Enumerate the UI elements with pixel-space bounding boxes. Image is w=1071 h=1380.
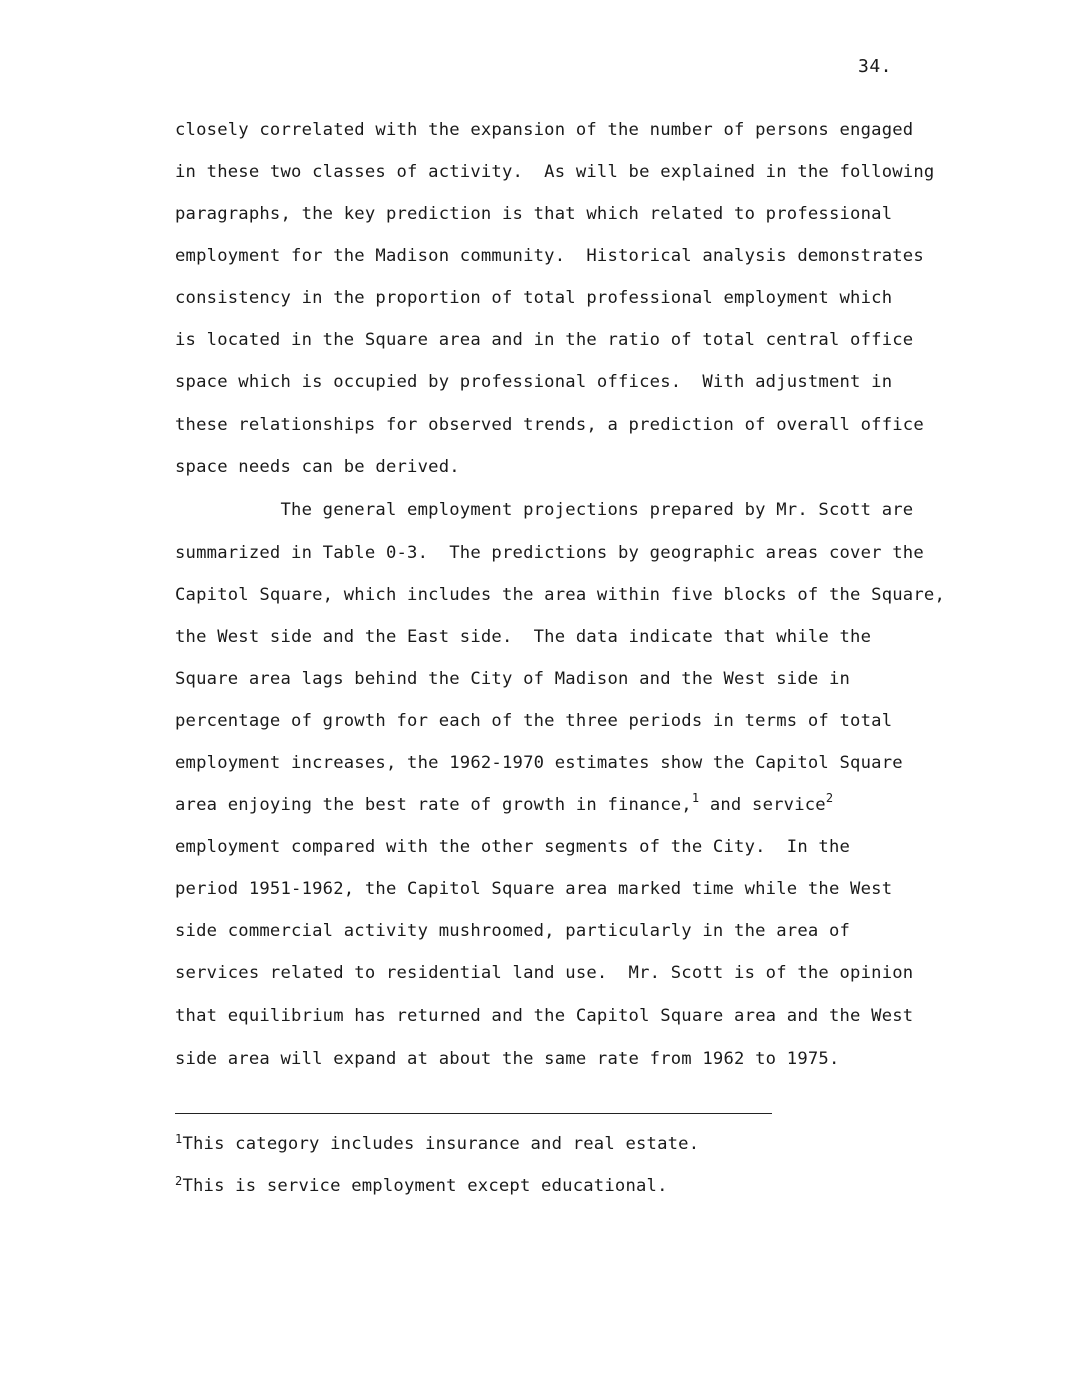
text-line: paragraphs, the key prediction is that which related to professional: [175, 204, 893, 224]
text-line: services related to residential land use. Mr. Scott is of the opinion: [175, 963, 914, 983]
text-span: and service: [699, 795, 826, 815]
text-line: space which is occupied by professional offices. With adjustment in: [175, 372, 893, 392]
footnote-reference: 2: [825, 791, 834, 805]
text-line: Capitol Square, which includes the area within five blocks of the Square,: [175, 585, 945, 605]
text-line: that equilibrium has returned and the Capitol Square area and the West: [175, 1006, 914, 1026]
footnote-reference: 1: [691, 791, 700, 805]
footnote-marker: 1: [175, 1132, 183, 1146]
text-line: employment compared with the other segments of the City. In the: [175, 837, 851, 857]
text-line: [175, 791, 834, 815]
text-line: side commercial activity mushroomed, particularly in the area of: [175, 921, 851, 941]
text-line: consistency in the proportion of total professional employment which: [175, 288, 893, 308]
footnote-text: This is service employment except educational.: [182, 1176, 668, 1196]
text-line: period 1951-1962, the Capitol Square area marked time while the West: [175, 879, 893, 899]
footnote: [175, 1176, 668, 1197]
text-line: employment for the Madison community. Historical analysis demonstrates: [175, 246, 924, 266]
text-line: the West side and the East side. The data indicate that while the: [175, 627, 872, 647]
text-line: space needs can be derived.: [175, 457, 460, 477]
text-line: is located in the Square area and in the ratio of total central office: [175, 330, 914, 350]
text-line: summarized in Table 0-3. The predictions by geographic areas cover the: [175, 543, 924, 563]
text-line: The general employment projections prepared by Mr. Scott are: [175, 500, 914, 520]
text-line: employment increases, the 1962-1970 estimates show the Capitol Square: [175, 753, 903, 773]
text-line: in these two classes of activity. As will be explained in the following: [175, 162, 935, 182]
footnote-divider: [175, 1113, 772, 1114]
page-number: 34.: [858, 56, 893, 77]
text-line: Square area lags behind the City of Madison and the West side in: [175, 669, 851, 689]
footnote: [175, 1134, 699, 1155]
text-line: these relationships for observed trends, a prediction of overall office: [175, 415, 924, 435]
text-span: area enjoying the best rate of growth in finance,: [175, 795, 692, 815]
footnote-text: This category includes insurance and real estate.: [182, 1134, 700, 1154]
text-line: side area will expand at about the same rate from 1962 to 1975.: [175, 1049, 840, 1069]
footnote-marker: 2: [175, 1174, 183, 1188]
text-line: percentage of growth for each of the three periods in terms of total: [175, 711, 893, 731]
text-line: closely correlated with the expansion of the number of persons engaged: [175, 120, 914, 140]
